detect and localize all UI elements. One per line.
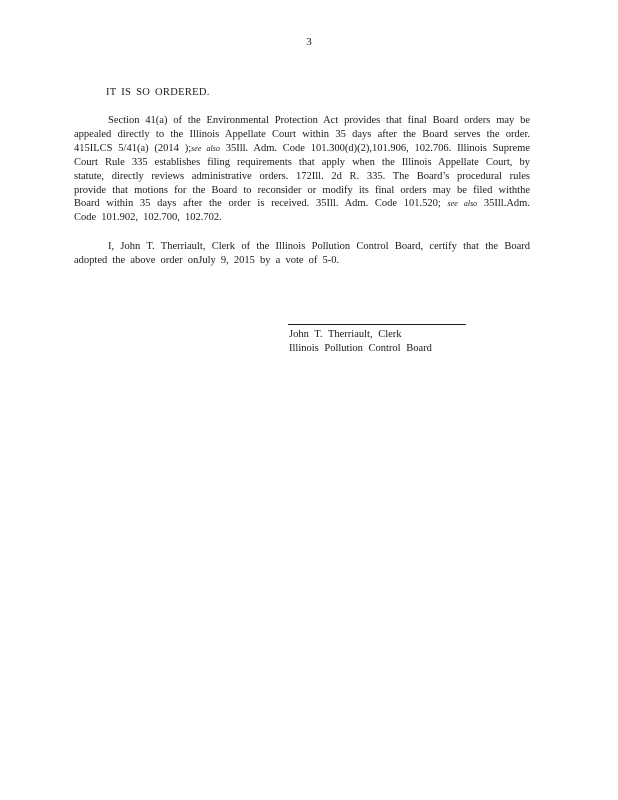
- signature-block: [289, 328, 432, 356]
- certification-paragraph: I, John T. Therriault, Clerk of the Illinois Pollution Control Board, certify that the Board adopted the above order onJuly 9, 2015 by a vote of 5-0.: [74, 241, 530, 266]
- signatory-organization: Illinois Pollution Control Board: [289, 343, 432, 354]
- appeal-text-part3: 35Ill.Adm. Code 101.902, 102.700, 102.702.: [74, 198, 530, 224]
- appeal-text-part2: 35Ill. Adm. Code 101.300(d)(2),101.906, 102.706. Illinois Supreme Court Rule 335 establishes filing requirements that apply when the Illinois Appellate Court, by statute, directly reviews administrative orders. 172Ill. 2d R. 335. The Board’s procedural rules provide that motions for the Board to reconsider or modify its final orders may be filed withthe Board within 35 days after the order is received. 35Ill. Adm. Code 101.520;: [74, 142, 530, 210]
- see-also-citation: see also: [191, 143, 220, 153]
- appeal-paragraph: [74, 114, 530, 225]
- signatory-name: John T. Therriault, Clerk: [289, 329, 402, 340]
- see-also-citation: see also: [447, 199, 478, 209]
- page-number: 3: [306, 36, 312, 48]
- appeal-text-part1: Section 41(a) of the Environmental Protection Act provides that final Board orders may be appealed directly to the Illinois Appellate Court within 35 days after the Board serves the order. 415ILCS 5/41(a) (2014 );: [74, 115, 530, 154]
- ordered-heading: IT IS SO ORDERED.: [106, 87, 210, 98]
- signature-line: [288, 324, 466, 325]
